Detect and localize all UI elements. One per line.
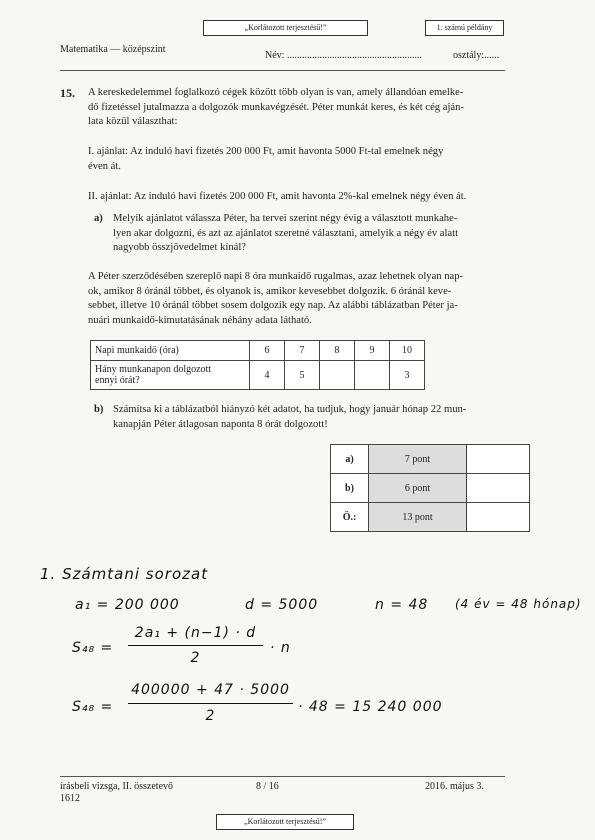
score-label: a) [331,445,369,474]
problem-intro: A kereskedelemmel foglalkozó cégek között több olyan is van, amely állandóan emelke- dő fizetéssel jutalmazza a dolgozók munkavégzését. Péter munkát keres, és két cég aján- lata közül választhat: [88,87,464,127]
table-cell: 7 [285,341,320,361]
score-row [331,503,530,532]
score-points: 13 pont [369,503,467,532]
score-entry[interactable] [467,474,530,503]
handwritten-result-tail: · 48 = 15 240 000 [298,699,443,715]
table-cell [355,361,390,390]
handwritten-heading: 1. Számtani sorozat [40,565,209,583]
handwritten-n: n = 48 [375,597,429,613]
handwritten-result-lhs: S₄₈ = [72,699,114,715]
handwritten-formula-den: 2 [190,650,201,666]
table-cell: 3 [390,361,425,390]
handwritten-note: (4 év = 48 hónap) [455,597,582,611]
score-table [330,444,530,532]
handwritten-formula-num: 2a₁ + (n−1) · d [134,625,257,641]
subject-label: Matematika — középszint [60,44,166,55]
part-a-label: a) [94,213,103,224]
handwritten-d: d = 5000 [245,597,319,613]
problem-number: 15. [60,86,75,100]
score-row [331,445,530,474]
score-entry[interactable] [467,445,530,474]
part-b-question: Számítsa ki a táblázatból hiányzó két adatot, ha tudjuk, hogy január hónap 22 mun- kanapján Péter átlagosan naponta 8 órát dolgozott! [113,404,467,430]
exam-date: 2016. május 3. [425,781,484,792]
score-entry[interactable] [467,503,530,532]
handwritten-formula-lhs: S₄₈ = [72,640,114,656]
name-field: Név: ...................................................... [265,50,422,61]
page-number: 8 / 16 [256,781,279,792]
score-label: Ö.: [331,503,369,532]
footer-rule [60,776,505,777]
table-cell: 10 [390,341,425,361]
score-row [331,474,530,503]
part-a-question: Melyik ajánlatot válassza Péter, ha tervei szerint négy évig a választott munkahe- lyen akar dolgozni, és azt az ajánlatot szeretné választani, amelyik a négy év alatt nagyobb összjövedelmet kínál? [113,213,459,253]
restricted-stamp-bottom: „Korlátozott terjesztésű!” [216,814,354,830]
context-paragraph: A Péter szerződésében szereplő napi 8 óra munkaidő rugalmas, azaz lehetnek olyan nap- ok, amikor 8 óránál többet, és olyanok is, amikor kevesebbet dolgozik. 6 óránál keve- sebbet, illetve 10 óránál többet sosem dolgozik egy nap. Az alábbi táblázatban Péter ja- nuári munkaidő-kimutatásának néhány adata látható. [88,271,464,326]
score-points: 7 pont [369,445,467,474]
table-header-cell: Napi munkaidő (óra) [91,341,250,361]
table-row [91,341,425,361]
table-cell: 8 [320,341,355,361]
copy-number-box: 1. számú példány [425,20,504,36]
table-cell [320,361,355,390]
handwritten-result-num: 400000 + 47 · 5000 [131,682,290,698]
handwritten-a1: a₁ = 200 000 [75,597,180,613]
class-field: osztály:...... [453,50,500,61]
fraction-bar [128,703,293,704]
table-row [91,361,425,390]
part-b-label: b) [94,404,104,415]
score-label: b) [331,474,369,503]
score-points: 6 pont [369,474,467,503]
table-cell: 6 [250,341,285,361]
offer-two: II. ajánlat: Az induló havi fizetés 200 000 Ft, amit havonta 2%-kal emelnek négy éven át. [88,191,467,202]
table-cell: 4 [250,361,285,390]
handwritten-result-den: 2 [205,708,216,724]
header-rule [60,70,505,71]
restricted-stamp-top: „Korlátozott terjesztésű!” [203,20,368,36]
fraction-bar [128,645,263,646]
handwritten-formula-tail: · n [270,640,291,656]
table-cell: 5 [285,361,320,390]
table-cell: 9 [355,341,390,361]
offer-one: I. ajánlat: Az induló havi fizetés 200 000 Ft, amit havonta 5000 Ft-tal emelnek négy éven át. [88,146,444,172]
footer-exam-info: írásbeli vizsga, II. összetevő 1612 [60,781,174,804]
work-hours-table [90,340,425,390]
table-header-cell: Hány munkanapon dolgozott ennyi órát? [91,361,250,390]
